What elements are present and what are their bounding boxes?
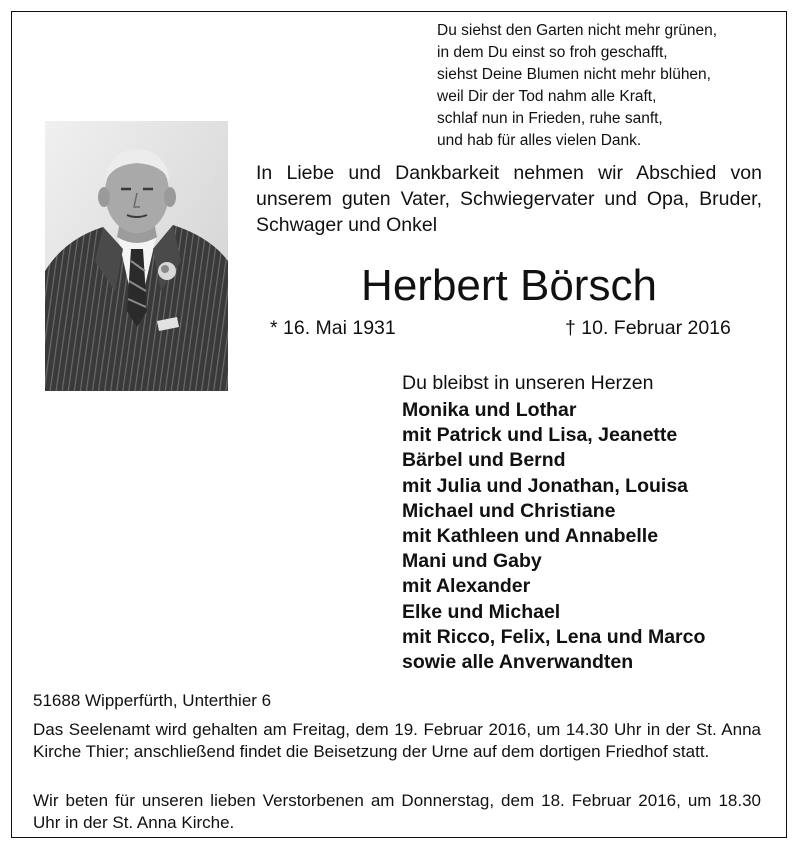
memorial-poem [437,20,717,152]
poem-line: Du siehst den Garten nicht mehr grünen, [437,22,718,39]
list-item: mit Julia und Jonathan, Louisa [402,474,689,497]
death-date: † 10. Februar 2016 [565,317,731,339]
list-item: Bärbel und Bernd [402,449,566,472]
deceased-name: Herbert Börsch [361,261,657,310]
intro-text: In Liebe und Dankbarkeit nehmen wir Abschied von unserem guten Vater, Schwiegervater und Opa, Bruder, Schwager und Onkel [256,162,762,236]
list-item: Monika und Lothar [402,399,577,421]
requiem-notice: Das Seelenamt wird gehalten am Freitag, dem 19. Februar 2016, um 14.30 Uhr in der St. Anna Kirche Thier; anschließend findet die Beisetzung der Urne auf dem dortigen Friedhof statt. [33,720,761,761]
prayer-notice: Wir beten für unseren lieben Verstorbenen am Donnerstag, dem 18. Februar 2016, um 18.30 Uhr in der St. Anna Kirche. [33,791,761,832]
mourners-list [402,398,705,675]
list-item: sowie alle Anverwandten [402,651,634,674]
poem-line: in dem Du einst so froh geschafft, [437,44,668,61]
poem-line: schlaf nun in Frieden, ruhe sanft, [437,110,663,127]
list-item: Elke und Michael [402,600,561,623]
family-address: 51688 Wipperfürth, Unterthier 6 [33,691,272,710]
portrait-photo [45,121,228,391]
list-item: mit Kathleen und Annabelle [402,525,659,548]
list-item: Mani und Gaby [402,550,542,573]
poem-line: und hab für alles vielen Dank. [437,132,642,149]
poem-line: weil Dir der Tod nahm alle Kraft, [437,88,657,105]
list-item: mit Ricco, Felix, Lena und Marco [402,625,706,648]
portrait-photo-graphic [45,121,228,391]
list-item: Michael und Christiane [402,499,616,522]
birth-date: * 16. Mai 1931 [270,317,396,339]
list-item: mit Alexander [402,575,531,598]
list-item: mit Patrick und Lisa, Jeanette [402,424,678,447]
farewell-line: Du bleibst in unseren Herzen [402,372,654,394]
poem-line: siehst Deine Blumen nicht mehr blühen, [437,66,711,83]
